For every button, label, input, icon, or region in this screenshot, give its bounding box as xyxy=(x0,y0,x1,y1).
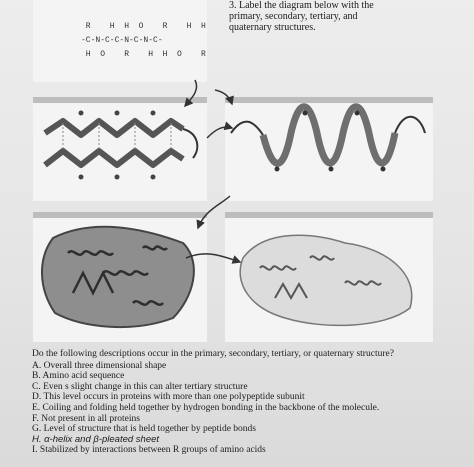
item-e: E. Coiling and folding held together by hydrogen bonding in the backbone of the molecule. xyxy=(32,402,380,413)
alpha-helix-illustration xyxy=(225,103,433,195)
item-a: A. Overall three dimensional shape xyxy=(32,360,167,371)
question-block xyxy=(32,349,462,456)
item-d: D. This level occurs in proteins with more than one polypeptide subunit xyxy=(32,392,305,403)
chain-backbone-row: -C-N-C-C-N-C-N-C- xyxy=(81,36,163,45)
pleated-sheet-panel xyxy=(33,97,207,201)
question-header: 3. Label the diagram below with the primary, secondary, tertiary, and quaternary structures. xyxy=(229,0,374,33)
alpha-helix-panel xyxy=(225,97,433,201)
quaternary-structure-panel xyxy=(225,212,433,342)
quaternary-illustration xyxy=(225,218,433,336)
chain-top-row: R H H O R H H xyxy=(81,22,206,31)
item-c: C. Even s slight change in this can alter tertiary structure xyxy=(32,381,248,392)
tertiary-structure-panel xyxy=(33,212,207,342)
item-f: F. Not present in all proteins xyxy=(32,413,140,424)
item-g: G. Level of structure that is held together by peptide bonds xyxy=(32,424,256,435)
item-b: B. Amino acid sequence xyxy=(32,371,125,382)
chain-bottom-row: H O R H H O R xyxy=(81,50,206,59)
item-i: I. Stabilized by interactions between R groups of amino acids xyxy=(32,445,266,456)
amino-acid-chain xyxy=(81,18,221,64)
primary-structure-panel xyxy=(33,0,207,82)
beta-sheet-illustration xyxy=(33,103,207,195)
question-stem: Do the following descriptions occur in the primary, secondary, tertiary, or quaternary structure? xyxy=(32,349,394,359)
item-h: H. α-helix and β-pleated sheet xyxy=(32,433,160,445)
tertiary-fold-illustration xyxy=(33,218,207,336)
